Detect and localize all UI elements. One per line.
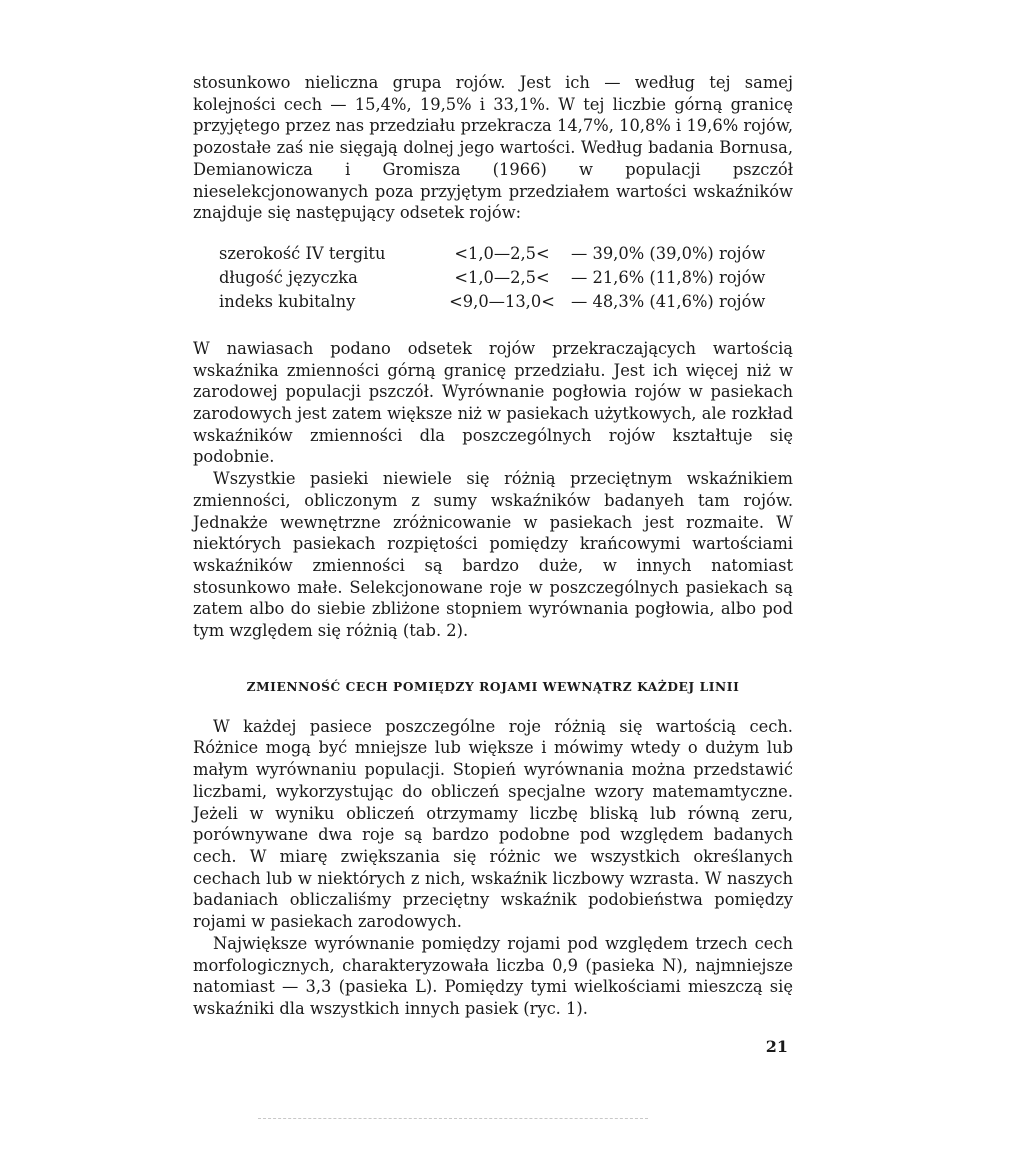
paragraph-alignment: Największe wyrównanie pomiędzy rojami pod względem trzech cech morfologicznych, charakteryzowała liczba 0,9 (pasieka N), najmniejsze natomiast — 3,3 (pasieka L). Pomiędzy tymi wielkościami mieszczą się wskaźniki dla wszystkich innych pasiek (ryc. 1). [193, 933, 793, 1018]
table-row [219, 266, 793, 290]
percentage-table [219, 242, 793, 314]
trait-label: indeks kubitalny [219, 291, 356, 311]
range-value: <1,0—2,5< [454, 243, 550, 263]
paragraph-intro: stosunkowo nieliczna grupa rojów. Jest ich — według tej samej kolejności cech — 15,4%, 19,5% i 33,1%. W tej liczbie górną granicę przyjętego przez nas przedziału przekracza 14,7%, 10,8% i 19,6% rojów, pozostałe zaś nie sięgają dolnej jego wartości. Według badania Bornusa, Demianowicza i Gromisza (1966) w populacji pszczół nieselekcjonowanych poza przyjętym przedziałem wartości wskaźników znajduje się następujący odsetek rojów: [193, 73, 793, 223]
range-value: <9,0—13,0< [449, 291, 555, 311]
paragraph-apiaries: Wszystkie pasieki niewiele się różnią przeciętnym wskaźnikiem zmienności, obliczonym z sumy wskaźników badanyeh tam rojów. Jednakże wewnętrzne zróżnicowanie w pasiekach jest rozmaite. W niektórych pasiekach rozpiętości pomiędzy krańcowymi wartościami wskaźników zmienności są bardzo duże, w innych natomiast stosunkowo małe. Selekcjonowane roje w poszczególnych pasiekach są zatem albo do siebie zbliżone stopniem wyrównania pogłowia, albo pod tym względem się różnią (tab. 2). [193, 469, 793, 641]
range-value: <1,0—2,5< [454, 267, 550, 287]
trait-label: szerokość IV tergitu [219, 243, 386, 263]
percent-value: — 21,6% (11,8%) rojów [571, 267, 766, 287]
document-page [193, 72, 793, 1020]
page-number: 21 [765, 1037, 788, 1056]
section-heading: ZMIENNOŚĆ CECH POMIĘDZY ROJAMI WEWNĄTRZ KAŻDEJ LINII [246, 679, 740, 694]
scan-artifact-line [258, 1118, 648, 1119]
paragraph-brackets: W nawiasach podano odsetek rojów przekraczających wartością wskaźnika zmienności górną granicę przedziału. Jest ich więcej niż w zarodowej populacji pszczół. Wyrównanie pogłowia rojów w pasiekach zarodowych jest zatem większe niż w pasiekach użytkowych, ale rozkład wskaźników zmienności dla poszczególnych rojów kształtuje się podobnie. [193, 338, 793, 467]
table-row [219, 290, 793, 314]
trait-label: długość języczka [219, 267, 358, 287]
paragraph-variability: W każdej pasiece poszczególne roje różnią się wartością cech. Różnice mogą być mniejsze lub większe i mówimy wtedy o dużym lub małym wyrównaniu populacji. Stopień wyrównania można przedstawić liczbami, wykorzystując do obliczeń specjalne wzory matemamtyczne. Jeżeli w wyniku obliczeń otrzymamy liczbę bliską lub równą zeru, porównywane dwa roje są bardzo podobne pod względem badanych cech. W miarę zwiększania się różnic we wszystkich określanych cechach lub w niektórych z nich, wskaźnik liczbowy wzrasta. W naszych badaniach obliczaliśmy przeciętny wskaźnik podobieństwa pomiędzy rojami w pasiekach zarodowych. [193, 716, 793, 932]
percent-value: — 39,0% (39,0%) rojów [571, 243, 766, 263]
table-row [219, 242, 793, 266]
percent-value: — 48,3% (41,6%) rojów [571, 291, 766, 311]
